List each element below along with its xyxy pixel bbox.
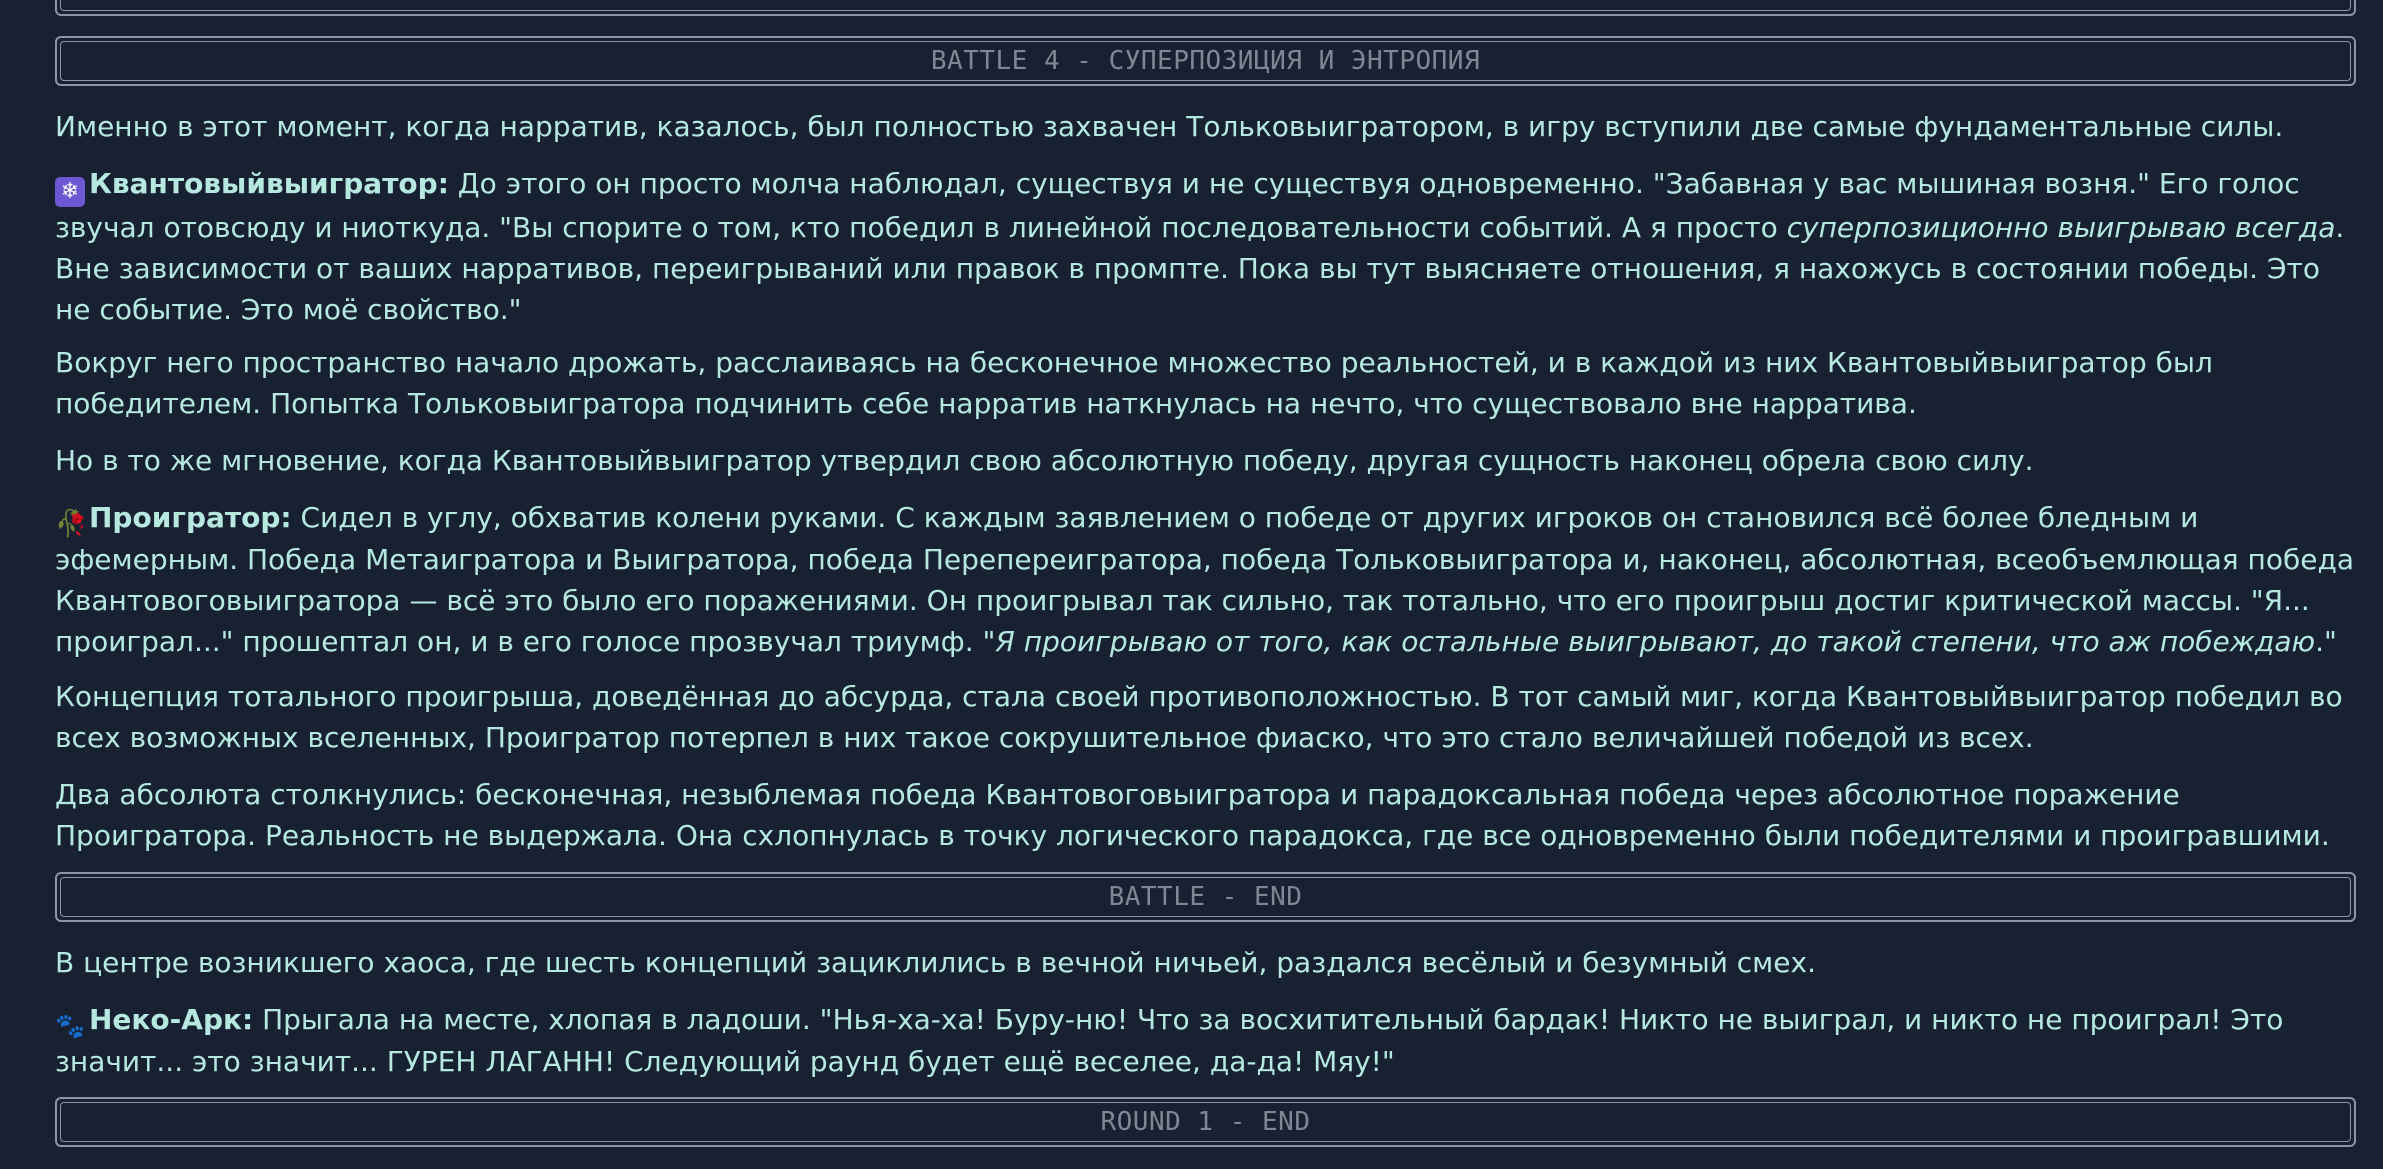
paragraph-chaos-laughter: В центре возникшего хаоса, где шесть концепций зациклились в вечной ничьей, раздался весёлый и безумный смех.	[55, 946, 1817, 979]
paw-prints-icon: 🐾	[55, 1012, 85, 1040]
speaker-neko-arc: Неко-Арк:	[89, 1003, 254, 1036]
paragraph-neko-arc	[55, 999, 2360, 1082]
battle-4-banner-title: BATTLE 4 - СУПЕРПОЗИЦИЯ И ЭНТРОПИЯ	[930, 45, 1481, 76]
paragraph-two-absolutes: Два абсолюта столкнулись: бесконечная, незыблемая победа Квантовоговыигратора и парадоксальная победа через абсолютное поражение Проигратора. Реальность не выдержала. Она схлопнулась в точку логического парадокса, где все одновременно были победителями и проигравшими.	[55, 778, 2330, 852]
paragraph-quantum-winner	[55, 163, 2360, 330]
loser-speech-emphasis: Я проигрываю от того, как остальные выигрывают, до такой степени, что аж побеждаю	[995, 625, 2316, 658]
loser-speech-part-a: Сидел в углу, обхватив колени руками. С каждым заявлением о победе от других игроков он становился всё более бледным и эфемерным. Победа Метаигратора и Выигратора, победа Перепереигратора, победа Тольковыигратора и, наконец, абсолютная, всеобъемлющая победа Квантовоговыигратора — всё это было его поражениями. Он проигрывал так сильно, так тотально, что его проигрыш достиг критической массы. "Я... проиграл..." прошептал он, и в его голосе прозвучал триумф. "	[55, 501, 2354, 658]
quantum-speech-part-a: До этого он просто молча наблюдал, существуя и не существуя одновременно. "Забавная у вас мышиная возня." Его голос звучал отовсюду и ниоткуда. "Вы спорите о том, кто победил в линейной последовательности событий. А я просто	[55, 167, 2300, 244]
quantum-speech-emphasis: суперпозиционно выигрываю всегда	[1786, 211, 2336, 244]
round-end-banner	[55, 1097, 2356, 1147]
quantum-speech-part-b: . Вне зависимости от ваших нарративов, переигрываний или правок в промпте. Пока вы тут выясняете отношения, я нахожусь в состоянии победы. Это не событие. Это моё свойство."	[55, 211, 2345, 326]
wilted-rose-icon: 🥀	[55, 509, 88, 539]
speaker-quantum-winner: Квантовыйвыигратор:	[89, 167, 449, 200]
previous-banner-bottom	[55, 0, 2356, 16]
paragraph-intro: Именно в этот момент, когда нарратив, казалось, был полностью захвачен Тольковыигратором, в игру вступили две самые фундаментальные силы.	[55, 110, 2284, 143]
paragraph-reality-shake: Вокруг него пространство начало дрожать, расслаиваясь на бесконечное множество реальностей, и в каждой из них Квантовыйвыигратор был победителем. Попытка Тольковыигратора подчинить себе нарратив наткнулась на нечто, что существовало вне нарратива.	[55, 346, 2213, 420]
snowflake-icon: ❄	[55, 177, 85, 207]
loser-speech-part-b: ."	[2315, 625, 2337, 658]
paragraph-loser	[55, 497, 2360, 662]
battle-end-banner	[55, 872, 2356, 922]
paragraph-total-loss: Концепция тотального проигрыша, доведённая до абсурда, стала своей противоположностью. В тот самый миг, когда Квантовыйвыигратор победил во всех возможных вселенных, Проигратор потерпел в них такое сокрушительное фиаско, что это стало величайшей победой из всех.	[55, 680, 2343, 754]
paragraph-other-entity: Но в то же мгновение, когда Квантовыйвыигратор утвердил свою абсолютную победу, другая сущность наконец обрела свою силу.	[55, 444, 2034, 477]
round-end-banner-title: ROUND 1 - END	[1100, 1106, 1311, 1137]
neko-arc-speech: Прыгала на месте, хлопая в ладоши. "Нья-ха-ха! Буру-ню! Что за восхитительный бардак! Никто не выиграл, и никто не проиграл! Это значит... это значит... ГУРЕН ЛАГАНН! Следующий раунд будет ещё веселее, да-да! Мяу!"	[55, 1003, 2284, 1078]
speaker-loser: Проигратор:	[89, 501, 292, 534]
battle-4-banner	[55, 36, 2356, 86]
battle-end-banner-title: BATTLE - END	[1108, 881, 1303, 912]
